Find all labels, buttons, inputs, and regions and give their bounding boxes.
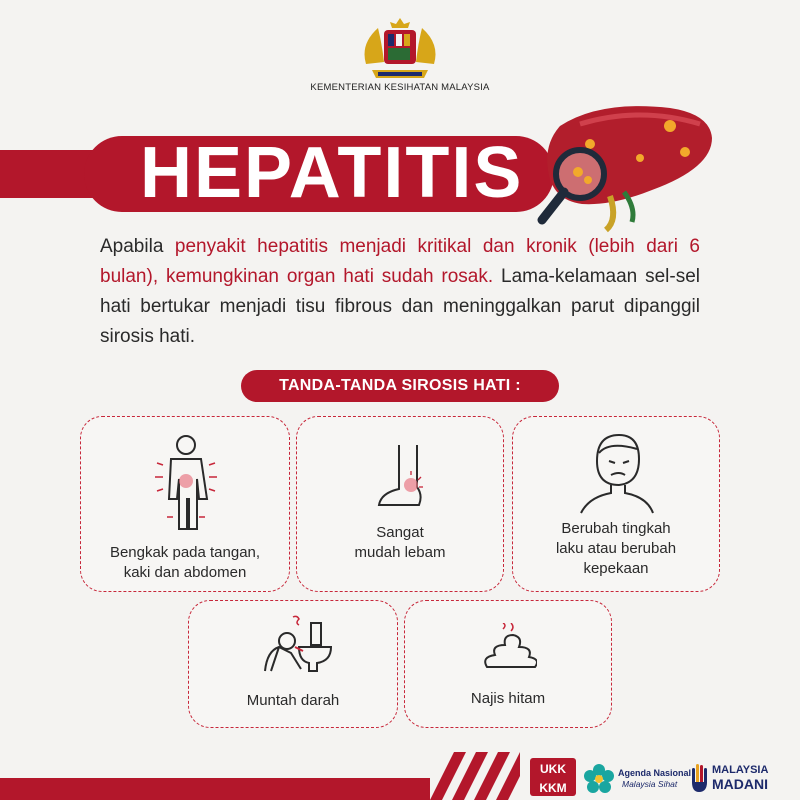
agenda-line2: Malaysia Sihat: [622, 779, 678, 789]
sign-label: Bengkak pada tangan,: [109, 544, 261, 561]
signs-heading: TANDA-TANDA SIROSIS HATI :: [241, 370, 559, 402]
agenda-nasional-logo: [582, 760, 692, 796]
madani-line1: MALAYSIA: [712, 764, 769, 776]
sign-label: Muntah darah: [246, 692, 340, 709]
vomiting-person-icon: [259, 613, 337, 675]
sign-card-bruising: [296, 416, 504, 592]
liver-magnifier-icon: [520, 96, 720, 236]
confused-person-icon: [577, 431, 657, 515]
stool-icon: [481, 623, 537, 673]
sign-label: mudah lebam: [354, 544, 446, 561]
ministry-name: KEMENTERIAN KESIHATAN MALAYSIA: [310, 82, 490, 93]
sign-label: Najis hitam: [470, 690, 546, 707]
sign-label: Berubah tingkah: [561, 520, 671, 537]
ukk-line1: UKK: [540, 762, 566, 776]
page-title: HEPATITIS: [140, 133, 524, 213]
sign-card-swelling: [80, 416, 290, 592]
malaysia-madani-logo: [690, 758, 798, 796]
agenda-line1: Agenda Nasional: [618, 768, 692, 778]
sign-card-behavior: [512, 416, 720, 592]
hibiscus-icon: [582, 762, 616, 796]
sign-card-vomiting: [188, 600, 398, 728]
intro-paragraph: [100, 232, 700, 352]
ukk-kkm-logo: [530, 758, 576, 796]
intro-part-1: Apabila: [100, 236, 175, 257]
ukk-line2: KKM: [539, 781, 567, 795]
madani-line2: MADANI: [712, 776, 768, 792]
sign-label: Sangat: [376, 524, 424, 541]
sign-label: kaki dan abdomen: [123, 564, 247, 581]
sign-card-stool: [404, 600, 612, 728]
bruised-leg-icon: [371, 443, 431, 513]
intro-highlight: penyakit hepatitis menjadi kritikal dan kronik (lebih dari 6 bulan), kemungkinan organ hati sudah rosak.: [100, 236, 700, 287]
intro-part-3: Lama-kelamaan sel-sel hati bertukar menjadi tisu fibrous dan meninggalkan parut dipanggil sirosis hati.: [100, 266, 700, 347]
madani-hand-icon: [690, 762, 710, 794]
sign-label: kepekaan: [583, 560, 649, 577]
swollen-body-icon: [153, 433, 219, 533]
sign-label: laku atau berubah: [555, 540, 677, 557]
malaysia-coat-of-arms-icon: [356, 14, 444, 84]
